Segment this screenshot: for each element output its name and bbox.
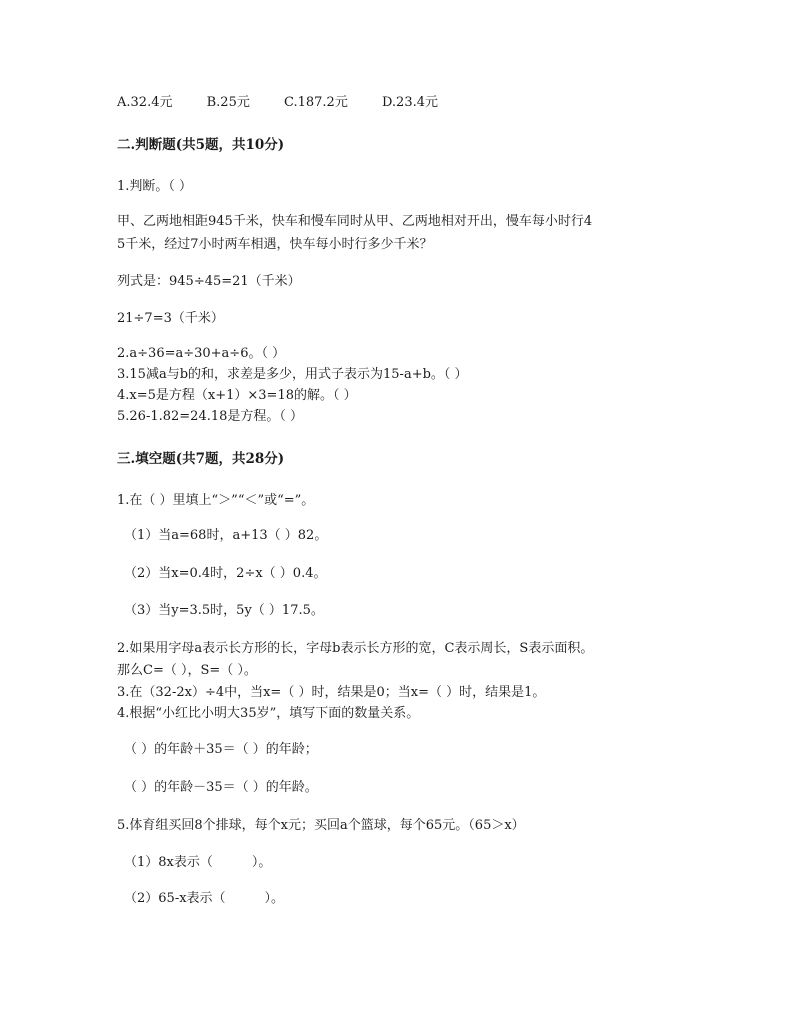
s2-q1-text-line2: 5千米，经过7小时两车相遇，快车每小时行多少千米？	[117, 237, 433, 252]
s2-q5: 5.26-1.82=24.18是方程。（ ）	[117, 409, 304, 424]
s3-q2-line2: 那么C=（ ），S=（ ）。	[117, 663, 257, 678]
option-b: B.25元	[206, 95, 250, 110]
s3-q1-sub2: （2）当x=0.4时，2÷x（ ）0.4。	[124, 566, 327, 581]
s3-q5-title: 5.体育组买回8个排球，每个x元；买回a个篮球，每个65元。（65＞x）	[117, 818, 525, 833]
section-3-heading: 三.填空题(共7题，共28分)	[117, 451, 285, 467]
s2-q4: 4.x=5是方程（x+1）×3=18的解。（ ）	[117, 388, 357, 403]
s2-q1-formula2: 21÷7=3（千米）	[117, 311, 224, 326]
s3-q4-title: 4.根据“小红比小明大35岁”，填写下面的数量关系。	[117, 706, 420, 721]
section-2-heading: 二.判断题(共5题，共10分)	[117, 137, 285, 153]
answer-options	[117, 94, 438, 112]
s3-q1-title: 1.在（ ）里填上“＞”“＜”或“=”。	[117, 493, 315, 508]
option-a: A.32.4元	[117, 95, 173, 110]
s2-q2: 2.a÷36=a÷30+a÷6。（ ）	[117, 346, 286, 361]
s3-q1-sub3: （3）当y=3.5时，5y（ ）17.5。	[124, 603, 324, 618]
option-d: D.23.4元	[381, 95, 439, 110]
s2-q3: 3.15减a与b的和，求差是多少，用式子表示为15-a+b。（ ）	[117, 367, 468, 382]
s3-q3: 3.在（32-2x）÷4中，当x=（ ）时，结果是0；当x=（ ）时，结果是1。	[117, 685, 546, 700]
s3-q4-sub1: （ ）的年龄＋35＝（ ）的年龄；	[124, 742, 318, 757]
s3-q4-sub2: （ ）的年龄－35＝（ ）的年龄。	[124, 780, 318, 795]
s2-q1-formula1: 列式是：945÷45=21（千米）	[117, 274, 301, 289]
s3-q5-sub2: （2）65-x表示（ ）。	[124, 891, 285, 906]
option-c: C.187.2元	[283, 95, 348, 110]
s2-q1-text-line1: 甲、乙两地相距945千米，快车和慢车同时从甲、乙两地相对开出，慢车每小时行4	[117, 214, 593, 229]
s3-q2-line1: 2.如果用字母a表示长方形的长，字母b表示长方形的宽，C表示周长，S表示面积。	[117, 641, 594, 656]
s2-q1-title: 1.判断。（ ）	[117, 179, 193, 194]
s3-q5-sub1: （1）8x表示（ ）。	[124, 855, 272, 870]
s3-q1-sub1: （1）当a=68时，a+13（ ）82。	[124, 528, 328, 543]
